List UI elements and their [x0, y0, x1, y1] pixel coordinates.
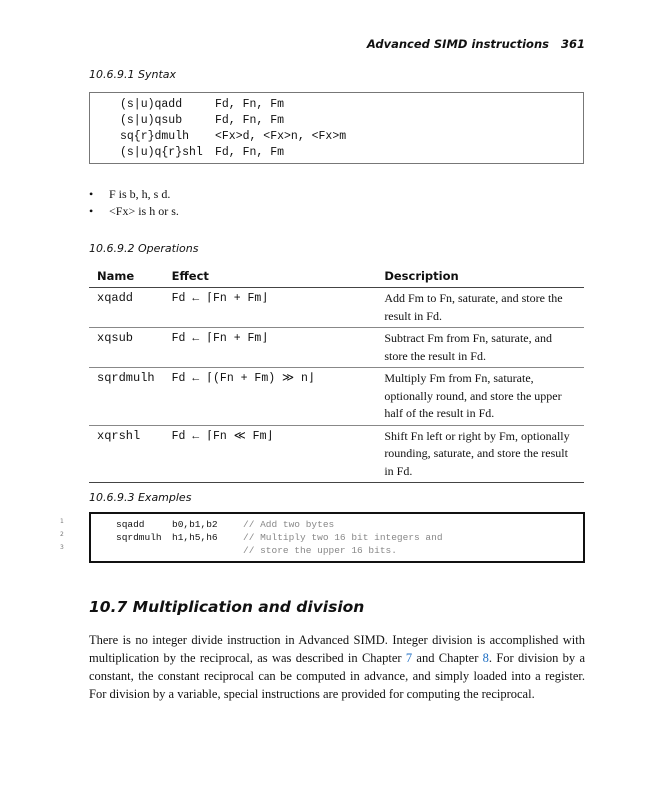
op-description: Multiply Fm from Fn, saturate, optionally round, and store the upper half of the result in Fd. [376, 368, 584, 426]
table-row [89, 328, 584, 368]
syntax-op: (s|u)qadd [120, 98, 183, 111]
code-example-box [89, 512, 585, 563]
code-comment: // store the upper 16 bits. [243, 545, 397, 556]
syntax-op: (s|u)q{r}shl [120, 146, 203, 159]
code-instr: sqrdmulh [116, 532, 162, 543]
code-instr: sqadd [116, 519, 145, 530]
op-effect: Fd ← ⌈Fn ≪ Fm⌋ [164, 425, 377, 483]
syntax-row [120, 97, 285, 113]
code-args: h1,h5,h6 [172, 532, 218, 543]
operations-heading: 10.6.9.2 Operations [89, 242, 199, 255]
bullet-item: • F is b, h, s d. [89, 186, 179, 203]
syntax-heading: 10.6.9.1 Syntax [89, 68, 177, 81]
op-description: Shift Fn left or right by Fm, optionally rounding, saturate, and store the result in Fd. [376, 425, 584, 483]
code-comment: // Add two bytes [243, 519, 335, 530]
op-name: xqadd [89, 288, 164, 328]
table-row [89, 288, 584, 328]
para-text: There is no integer divide instruction in Advanced SIMD. Integer division is accomplished with multiplication by the reciprocal, as was described in Chapter [89, 633, 585, 665]
table-row [89, 368, 584, 426]
para-text: and Chapter [412, 651, 483, 665]
running-header [90, 37, 585, 51]
op-effect: Fd ← ⌈(Fn + Fm) ≫ n⌋ [164, 368, 377, 426]
examples-heading: 10.6.9.3 Examples [89, 491, 192, 504]
syntax-args: Fd, Fn, Fm [215, 114, 285, 127]
chapter-8-link[interactable]: 8 [482, 651, 489, 665]
section-heading: 10.7 Multiplication and division [89, 598, 365, 616]
code-comment: // Multiply two 16 bit integers and [243, 532, 443, 543]
syntax-args: <Fx>d, <Fx>n, <Fx>m [215, 130, 347, 143]
bullet-list [89, 186, 179, 220]
syntax-box [89, 92, 584, 164]
line-number: 1 [60, 518, 64, 525]
bullet-item: • <Fx> is h or s. [89, 203, 179, 220]
table-header-row [89, 268, 584, 288]
syntax-row [120, 145, 285, 161]
column-header-name: Name [89, 268, 164, 288]
op-description: Subtract Fm from Fn, saturate, and store the result in Fd. [376, 328, 584, 368]
code-args: b0,b1,b2 [172, 519, 218, 530]
column-header-effect: Effect [164, 268, 377, 288]
header-title: Advanced SIMD instructions [366, 37, 549, 51]
op-name: xqsub [89, 328, 164, 368]
line-number: 2 [60, 531, 64, 538]
op-effect: Fd ← ⌈Fn + Fm⌋ [164, 288, 377, 328]
syntax-row [120, 129, 347, 145]
line-number: 3 [60, 544, 64, 551]
syntax-args: Fd, Fn, Fm [215, 146, 285, 159]
syntax-row [120, 113, 285, 129]
code-line [116, 518, 335, 531]
operations-table [89, 268, 584, 483]
op-name: xqrshl [89, 425, 164, 483]
page-number: 361 [560, 37, 585, 51]
para-text: . For division by a constant, the constant reciprocal can be computed in advance, and simply loaded into a register. For division by a variable, special instructions are provided for computing the reciprocal. [89, 651, 585, 701]
op-name: sqrdmulh [89, 368, 164, 426]
op-description: Add Fm to Fn, saturate, and store the result in Fd. [376, 288, 584, 328]
code-line [116, 531, 443, 544]
body-paragraph [89, 631, 585, 703]
chapter-7-link[interactable]: 7 [405, 651, 413, 665]
table-row [89, 425, 584, 483]
op-effect: Fd ← ⌈Fn + Fm⌋ [164, 328, 377, 368]
syntax-op: sq{r}dmulh [120, 130, 190, 143]
syntax-op: (s|u)qsub [120, 114, 183, 127]
column-header-description: Description [376, 268, 584, 288]
syntax-args: Fd, Fn, Fm [215, 98, 285, 111]
